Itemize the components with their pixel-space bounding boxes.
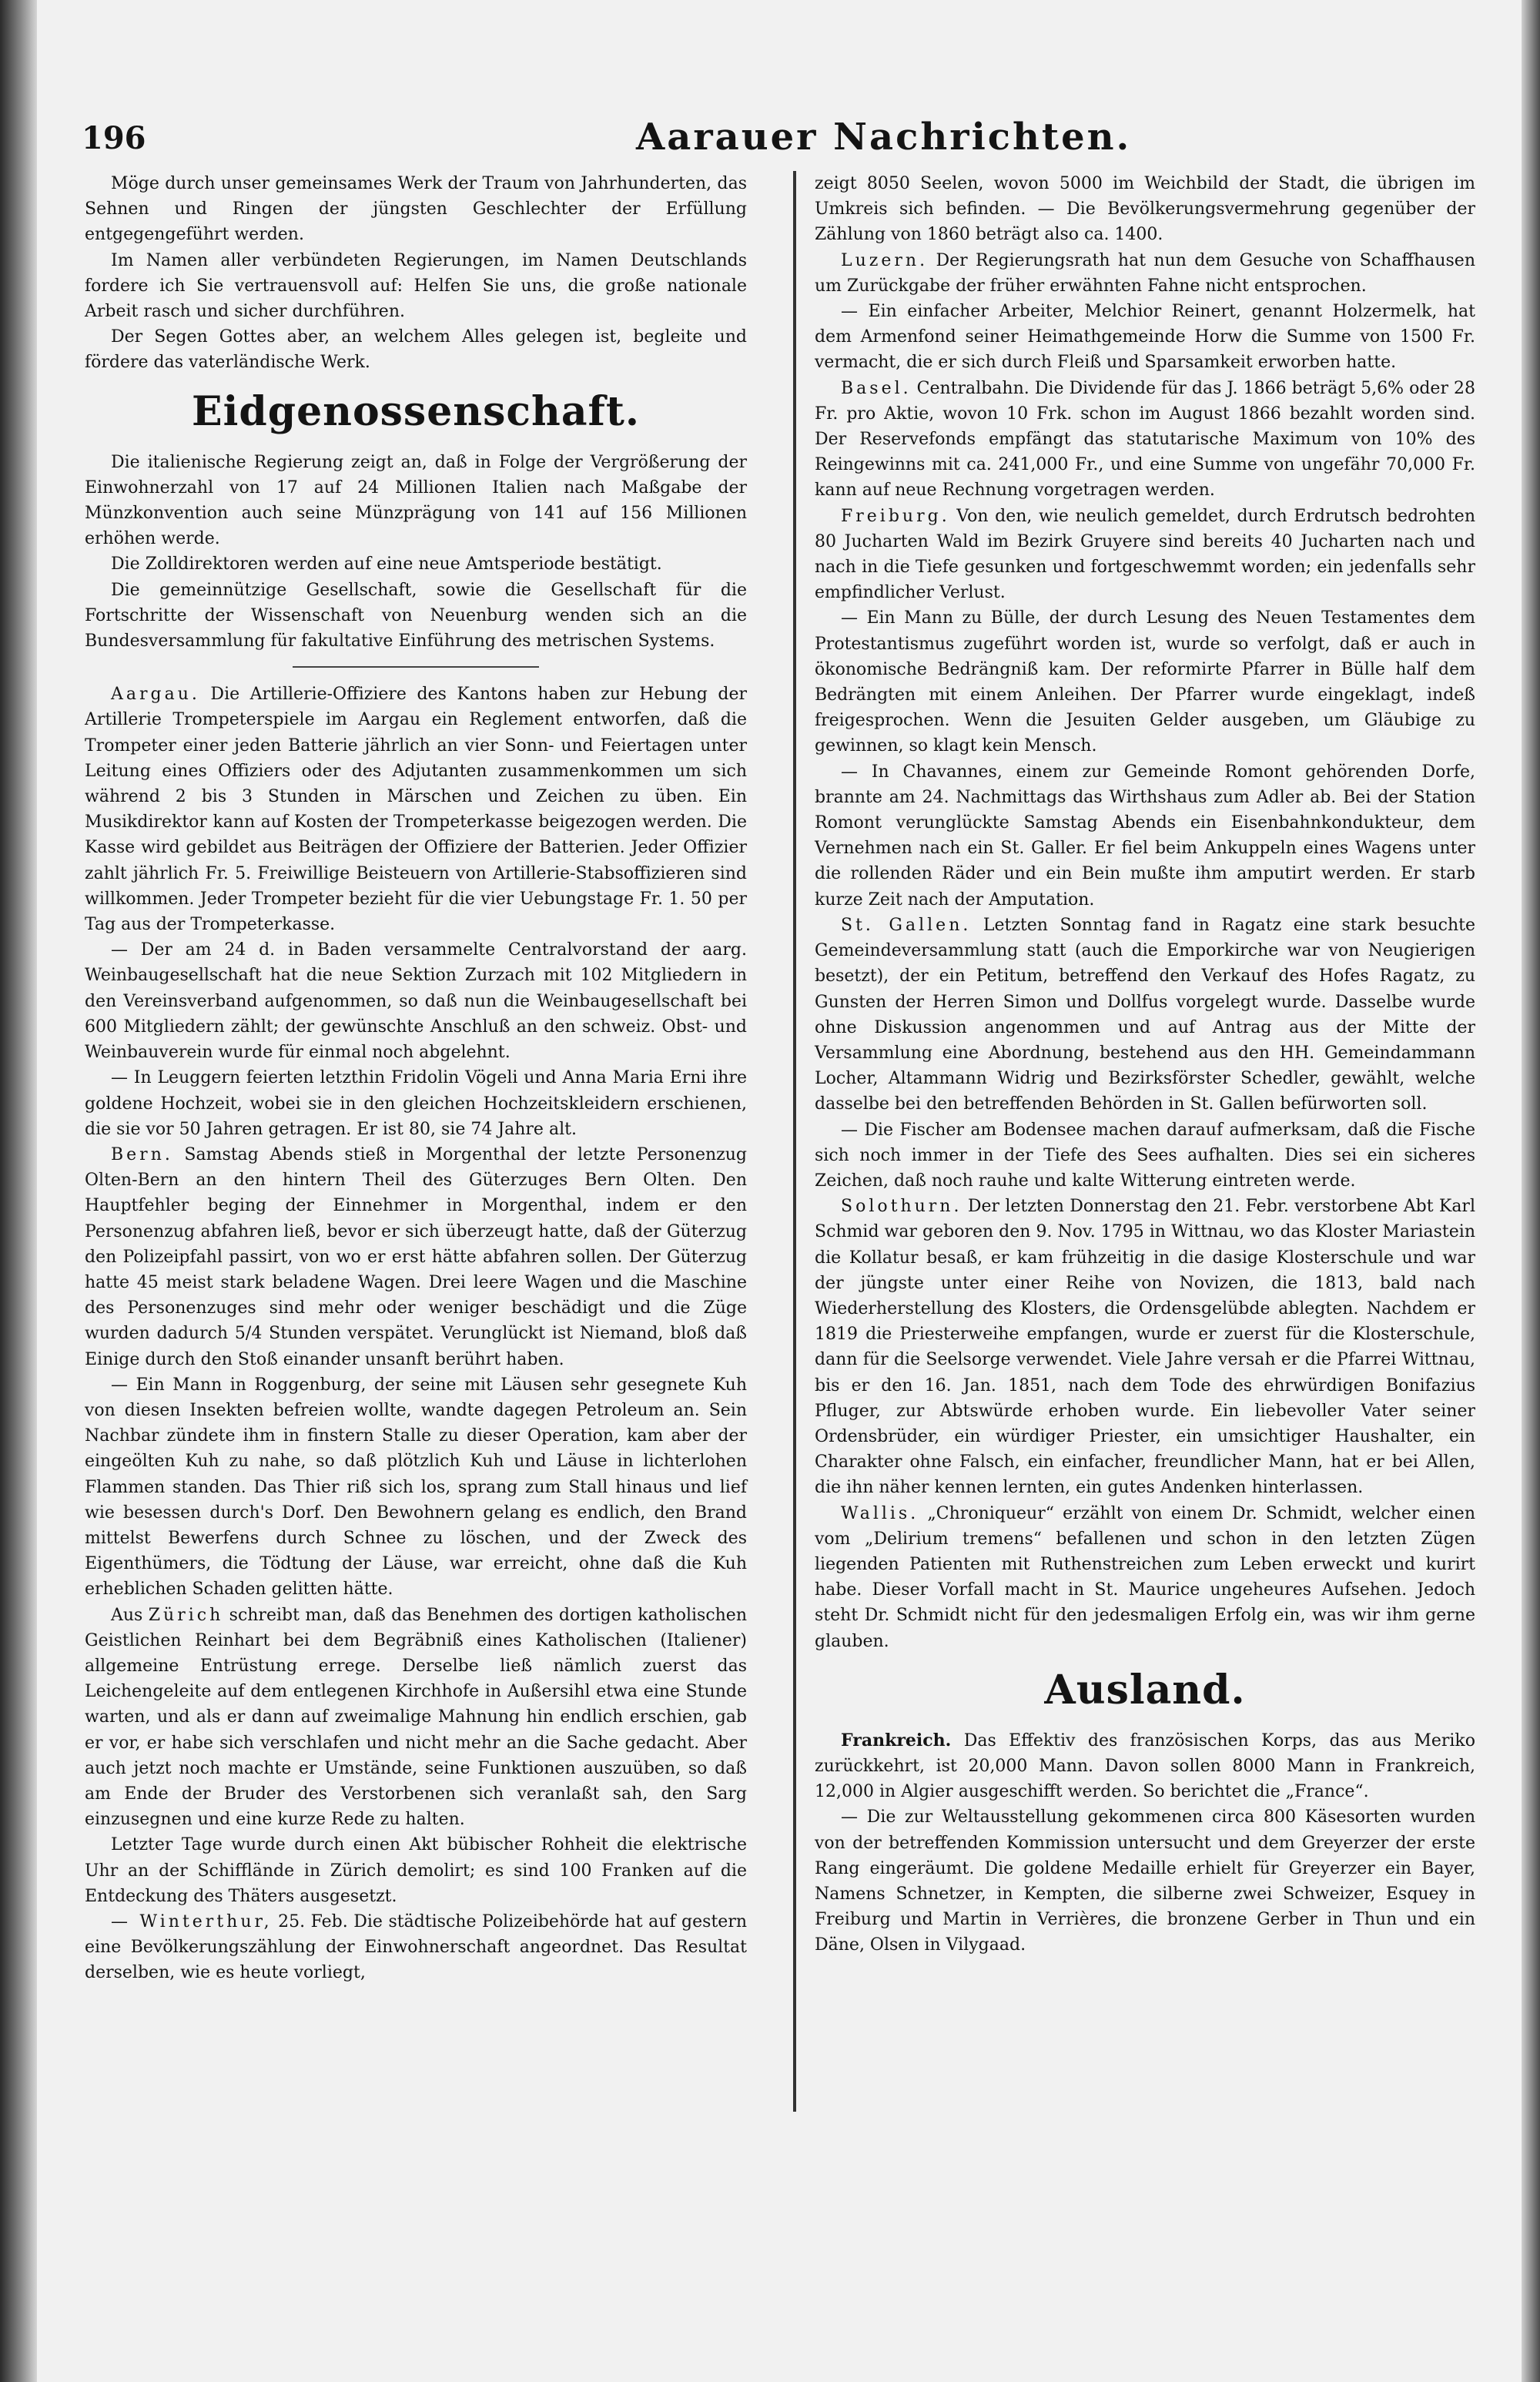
paragraph-text: Centralbahn. Die Dividende für das J. 1866 beträgt 5,6% oder 28 Fr. pro Aktie, wovon 10 Frk. schon im August 1866 bezahlt worden sind. Der Reservefonds empfängt das statutarische Maximum von 10% des Reingewinns mit ca. 241,000 Fr., und eine Summe von ungefähr 70,000 Fr. kann auf neue Rechnung vorgetragen werden. <box>815 378 1475 501</box>
newspaper-page <box>37 0 1522 2382</box>
opening-paragraph: Möge durch unser gemeinsames Werk der Traum von Jahrhunderten, das Sehnen und Ringen der jüngsten Geschlechter der Erfüllung entgegengeführt werden. <box>85 174 747 245</box>
paragraph-text: Von den, wie neulich gemeldet, durch Erdrutsch bedrohten 80 Jucharten Wald im Bezirk Gruyere sind bereits 40 Jucharten nach und nach in die Tiefe gesunken und fortgeschwemmt worden; ein jedenfalls sehr empfindlicher Verlust. <box>815 506 1475 603</box>
opening-paragraph: Der Segen Gottes aber, an welchem Alles gelegen ist, begleite und fördere das vaterländische Werk. <box>85 327 747 373</box>
newspaper-title: Aarauer Nachrichten. <box>636 116 1132 159</box>
place-name: Basel. <box>841 378 912 398</box>
paragraph-text: schreibt man, daß das Benehmen des dortigen katholischen Geistlichen Reinhart bei dem Begräbniß eines Katholischen (Italiener) allgemeine Entrüstung errege. Derselbe ließ nämlich zuerst das Leichengeleite auf dem entlegenen Kirchhofe in Außersihl etwa eine Stunde warten, und als er dann auf zweimalige Mahnung hin endlich erschien, gab er vor, er habe sich verschlafen und nicht mehr an die Sache gedacht. Aber auch jetzt noch machte er Umstände, seine Funktionen auszuüben, so daß am Ende der Bruder des Verstorbenen sich veranlaßt sah, den Sarg einzusegnen und eine kurze Rede zu halten. <box>85 1605 747 1830</box>
news-paragraph-freiburg <box>815 504 1475 606</box>
place-name: St. Gallen. <box>841 915 972 935</box>
place-name: Zürich <box>148 1605 224 1625</box>
news-paragraph: Letzter Tage wurde durch einen Akt bübischer Rohheit die elektrische Uhr an der Schifflände in Zürich demolirt; es sind 100 Franken auf die Entdeckung des Thäters ausgesetzt. <box>85 1835 747 1906</box>
news-paragraph-continued: zeigt 8050 Seelen, wovon 5000 im Weichbild der Stadt, die übrigen im Umkreis sich befinden. — Die Bevölkerungsvermehrung gegenüber der Zählung von 1860 beträgt also ca. 1400. <box>815 174 1475 245</box>
paragraph-text: Die Artillerie-Offiziere des Kantons haben zur Hebung der Artillerie Trompeterspiele im Aargau ein Reglement entworfen, daß die Trompeter einer jeden Batterie jährlich an vier Sonn- und Feiertagen unter Leitung eines Offiziers oder des Adjutanten zusammenkommen um sich während 2 bis 3 Stunden in Märschen und Zeichen zu üben. Ein Musikdirektor kann auf Kosten der Trompeterkasse beigezogen werden. Die Kasse wird gebildet aus Beiträgen der Offiziere der Batterien. Jeder Offizier zahlt jährlich Fr. 5. Freiwillige Beisteuern von Artillerie-Stabsoffizieren sind willkommen. Jeder Trompeter bezieht für die vier Uebungstage Fr. 1. 50 per Tag aus der Trompeterkasse. <box>85 685 747 935</box>
country-name: Frankreich. <box>841 1730 952 1750</box>
news-paragraph-bern <box>85 1142 747 1372</box>
place-name: Freiburg. <box>841 506 950 526</box>
news-paragraph: — Ein einfacher Arbeiter, Melchior Reinert, genannt Holzermelk, hat dem Armenfond seiner Heimathgemeinde Horw die Summe von 1500 Fr. vermacht, die er sich durch Fleiß und Sparsamkeit erworben hatte. <box>815 302 1475 373</box>
paragraph-text: 25. Feb. Die städtische Polizeibehörde hat auf gestern eine Bevölkerungszählung der Einwohnerschaft angeordnet. Das Resultat derselben, wie es heute vorliegt, <box>85 1912 747 1983</box>
news-paragraph: — Die Fischer am Bodensee machen darauf aufmerksam, daß die Fische sich noch immer in der Tiefe des Sees aufhalten. Dies sei ein sicheres Zeichen, daß noch rauhe und kalte Witterung eintreten werde. <box>815 1120 1475 1191</box>
paragraph-text: „Chroniqueur“ erzählt von einem Dr. Schmidt, welcher einen vom „Delirium tremens“ befallenen und schon in den letzten Zügen liegenden Patienten mit Ruthenstreichen zum Leben erweckt und kurirt habe. Dieser Vorfall macht in St. Maurice ungeheures Aufsehen. Jedoch steht Dr. Schmidt nicht für den jedesmaligen Erfolg ein, was wir ihm gerne glauben. <box>815 1503 1475 1651</box>
paragraph-text: Samstag Abends stieß in Morgenthal der letzte Personenzug Olten-Bern an den hintern Theil des Güterzuges Bern Olten. Den Hauptfehler beging der Einnehmer in Morgenthal, indem er den Personenzug abfahren ließ, bevor er sich überzeugt hatte, daß der Güterzug den Polizeipfahl passirt, von wo er erst hätte abfahren sollen. Der Güterzug hatte 45 meist stark beladene Wagen. Drei leere Wagen und die Maschine des Personenzuges sind mehr oder weniger beschädigt und die Züge wurden dadurch 5/4 Stunden verspätet. Verunglückt ist Niemand, bloß daß Einige durch den Stoß einander unsanft berührt haben. <box>85 1144 747 1369</box>
scan-left-edge <box>0 0 37 2382</box>
news-paragraph-stgallen <box>815 913 1475 1117</box>
column-divider <box>793 171 796 2112</box>
news-paragraph-solothurn <box>815 1194 1475 1500</box>
section-title-ausland: Ausland. <box>1044 1666 1246 1714</box>
news-paragraph: Die Zolldirektoren werden auf eine neue Amtsperiode bestätigt. <box>111 554 662 575</box>
place-name: Aargau. <box>111 685 200 705</box>
news-paragraph-wallis <box>815 1501 1475 1654</box>
page-header <box>82 116 1483 169</box>
paragraph-text: Das Effektiv des französischen Korps, das aus Meriko zurückkehrt, ist 20,000 Mann. Davon sollen 8000 Mann in Frankreich, 12,000 in Algier ausgeschifft werden. So berichtet die „France“. <box>815 1730 1475 1802</box>
place-name: Wallis. <box>841 1503 919 1523</box>
paragraph-text: Der letzten Donnerstag den 21. Febr. verstorbene Abt Karl Schmid war geboren den 9. Nov. 1795 in Wittnau, wo das Kloster Mariastein die Kollatur besaß, er kam frühzeitig in die dasige Klosterschule und war der jüngste unter einer Reihe von Novizen, die 1813, bald nach Wiederherstellung des Klosters, die Ordensgelübde ablegten. Nachdem er 1819 die Priesterweihe empfangen, wurde er zuerst für die Klosterschule, dann für die Seelsorge verwendet. Viele Jahre versah er die Pfarrei Wittnau, bis er den 16. Jan. 1851, nach dem Tode des ehrwürdigen Bonifazius Pfluger, zur Abtswürde erhoben wurde. Ein liebevoller Vater seiner Ordensbrüder, ein würdiger Priester, ein umsichtiger Haushalter, ein Charakter ohne Falsch, ein einfacher, freundlicher Mann, hat er bei Allen, die ihn näher kennen lernten, ein gutes Andenken hinterlassen. <box>815 1197 1475 1498</box>
right-column <box>815 171 1475 1958</box>
news-paragraph: — Ein Mann in Roggenburg, der seine mit Läusen sehr gesegnete Kuh von diesen Insekten befreien wollte, wandte dagegen Petroleum an. Sein Nachbar zündete ihm in finstern Stalle zu dieser Operation, kam aber der eingeölten Kuh zu nahe, so daß plötzlich Kuh und Läuse in lichterlohen Flammen standen. Das Thier riß sich los, sprang zum Stall hinaus und lief wie besessen durch's Dorf. Den Bewohnern gelang es endlich, den Brand mittelst Bewerfens durch Schnee zu löschen, und der Zweck des Eigenthümers, die Tödtung der Läuse, war erreicht, ohne daß die Kuh erheblichen Schaden gelitten hätte. <box>85 1375 747 1600</box>
opening-paragraph: Im Namen aller verbündeten Regierungen, im Namen Deutschlands fordere ich Sie vertrauensvoll auf: Helfen Sie uns, die große nationale Arbeit rasch und sicher durchführen. <box>85 250 747 322</box>
paragraph-intro: Aus <box>111 1605 149 1625</box>
news-paragraph-luzern <box>815 248 1475 299</box>
place-name: — Winterthur, <box>111 1912 273 1931</box>
section-title-eidgenossenschaft: Eidgenossenschaft. <box>191 387 641 435</box>
news-paragraph-basel <box>815 376 1475 504</box>
place-name: Solothurn. <box>841 1197 962 1217</box>
news-paragraph: — Die zur Weltausstellung gekommenen circa 800 Käsesorten wurden von der betreffenden Kommission untersucht und dem Greyerzer der erste Rang eingeräumt. Die goldene Medaille erhielt für Greyerzer ein Bayer, Namens Schnetzer, in Kempten, die silberne zwei Schweizer, Esquey in Freiburg und Martin in Verrières, die bronzene Gerber in Thun und ein Däne, Olsen in Vilygaad. <box>815 1807 1475 1955</box>
scan-right-edge <box>1522 0 1540 2382</box>
place-name: Bern. <box>111 1144 173 1164</box>
news-paragraph: Die gemeinnützige Gesellschaft, sowie die Gesellschaft für die Fortschritte der Wissenschaft von Neuenburg wenden sich an die Bundesversammlung für fakultative Einführung des metrischen Systems. <box>85 580 747 652</box>
news-paragraph: — Der am 24 d. in Baden versammelte Centralvorstand der aarg. Weinbaugesellschaft hat die neue Sektion Zurzach mit 102 Mitgliedern in den Vereinsverband aufgenommen, so daß nun die Weinbaugesellschaft bei 600 Mitgliedern zählt; der gewünschte Anschluß an den schweiz. Obst- und Weinbauverein wurde für einmal noch abgelehnt. <box>85 940 747 1063</box>
news-paragraph-frankreich <box>815 1728 1475 1805</box>
news-paragraph: — In Leuggern feierten letzthin Fridolin Vögeli und Anna Maria Erni ihre goldene Hochzeit, wobei sie in den gleichen Hochzeitskleidern erschienen, die sie vor 50 Jahren getragen. Er ist 80, sie 74 Jahre alt. <box>85 1068 747 1139</box>
left-column <box>85 171 747 1986</box>
news-paragraph-aargau <box>85 682 747 937</box>
news-paragraph-winterthur <box>85 1909 747 1986</box>
paragraph-text: Letzten Sonntag fand in Ragatz eine stark besuchte Gemeindeversammlung statt (auch die Emporkirche war von Neugierigen besetzt), der ein Petitum, betreffend den Verkauf des Hofes Ragatz, zu Gunsten der Herren Simon und Dollfus vorgelegt wurde. Dasselbe wurde ohne Diskussion angenommen und auf Antrag aus der Mitte der Versammlung eine Abordnung, bestehend aus den HH. Gemeindammann Locher, Altammann Widrig und Bezirksförster Schedler, gewählt, welche dasselbe bei den betreffenden Behörden in St. Gallen befürworten soll. <box>815 915 1475 1114</box>
news-paragraph-zuerich <box>85 1603 747 1833</box>
page-number: 196 <box>82 120 146 156</box>
paragraph-text: Der Regierungsrath hat nun dem Gesuche von Schaffhausen um Zurückgabe der früher erwähnten Fahne nicht entsprochen. <box>815 250 1475 296</box>
news-paragraph: Die italienische Regierung zeigt an, daß in Folge der Vergrößerung der Einwohnerzahl von 17 auf 24 Millionen Italien nach Maßgabe der Münzkonvention auch seine Münzprägung von 141 auf 156 Millionen erhöhen werde. <box>85 452 747 549</box>
news-paragraph: — In Chavannes, einem zur Gemeinde Romont gehörenden Dorfe, brannte am 24. Nachmittags das Wirthshaus zum Adler ab. Bei der Station Romont verunglückte Samstag Abends ein Eisenbahnkondukteur, dem Vernehmen nach ein St. Galler. Er fiel beim Ankuppeln eines Wagens unter die rollenden Räder und ein Bein mußte ihm amputirt werden. Er starb kurze Zeit nach der Amputation. <box>815 762 1475 910</box>
news-paragraph: — Ein Mann zu Bülle, der durch Lesung des Neuen Testamentes dem Protestantismus zugeführt worden ist, wurde so verfolgt, daß er auch in ökonomische Bedrängniß kam. Der reformirte Pfarrer in Bülle half dem Bedrängten mit einem Anleihen. Der Pfarrer wurde eingeklagt, indeß freigesprochen. Wenn die Jesuiten Gelder ausgeben, um Gläubige zu gewinnen, so klagt kein Mensch. <box>815 608 1475 756</box>
separator-rule <box>293 666 539 668</box>
place-name: Luzern. <box>841 250 929 270</box>
